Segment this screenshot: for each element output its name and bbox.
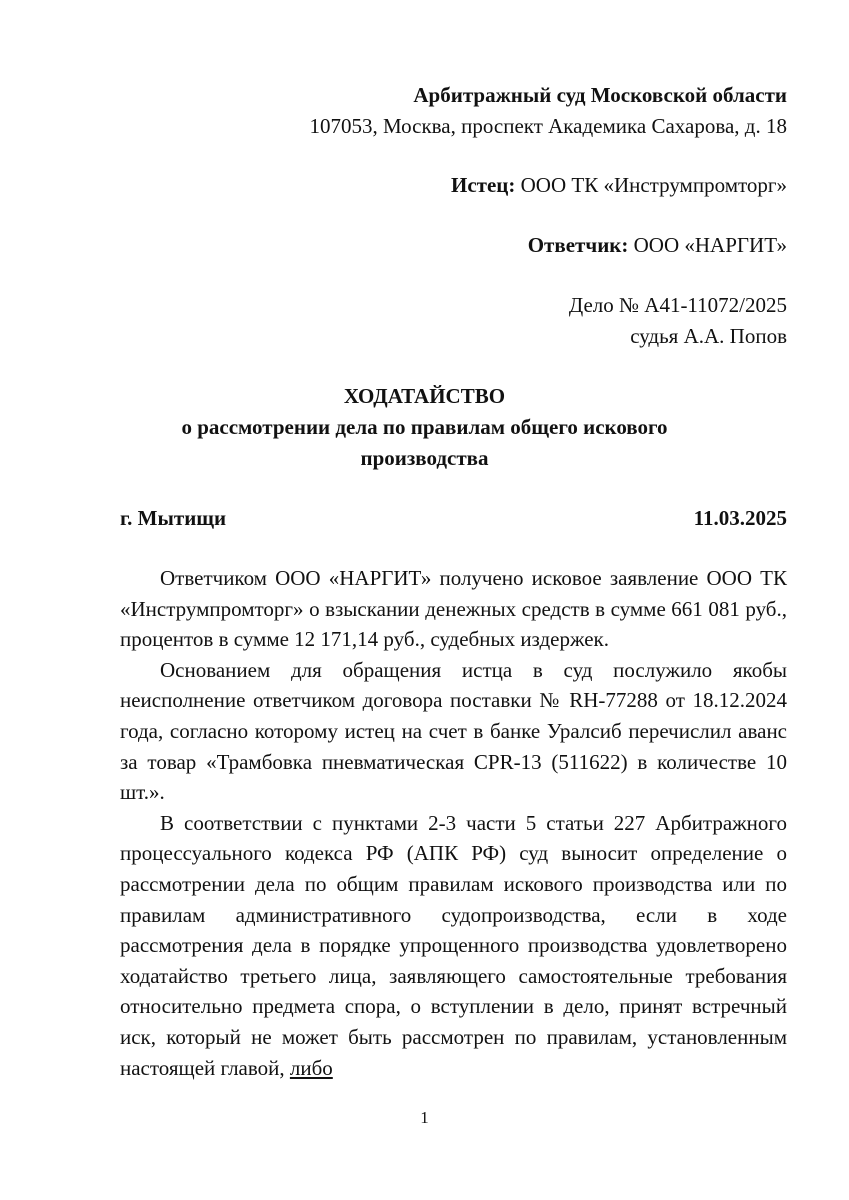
document-body [120,563,787,1083]
plaintiff-value: ООО ТК «Инструмпромторг» [520,173,787,197]
page-number: 1 [420,1108,429,1127]
title-line1: о рассмотрении дела по правилам общего искового [181,415,668,439]
defendant-label: Ответчик: [527,233,629,257]
defendant-line [528,230,787,261]
place: г. Мытищи [120,506,227,530]
paragraph-3-underlined: либо [289,1055,333,1080]
title-main: ХОДАТАЙСТВО [343,384,506,408]
paragraph-1: Ответчиком ООО «НАРГИТ» получено исковое заявление ООО ТК «Инструмпромторг» о взыскании денежных средств в сумме 661 081 руб., процентов в сумме 12 171,14 руб., судебных издержек. [120,566,787,652]
paragraph-2: Основанием для обращения истца в суд послужило якобы неисполнение ответчиком договора поставки № RH-77288 от 18.12.2024 года, согласно которому истец на счет в банке Уралсиб перечислил аванс за товар «Трамбовка пневматическая CPR-13 (511622) в количестве 10 шт.». [120,657,787,805]
title-line2: производства [360,446,489,470]
court-address: 107053, Москва, проспект Академика Сахарова, д. 18 [309,114,787,138]
paragraph-3-text: В соответствии с пунктами 2-3 части 5 статьи 227 Арбитражного процессуального кодекса РФ (АПК РФ) суд выносит определение о рассмотрении дела по общим правилам искового производства или по правилам административного судопроизводства, если в ходе рассмотрения дела в порядке упрощенного производства удовлетворено ходатайство третьего лица, заявляющего самостоятельные требования относительно предмета спора, о вступлении в дело, принят встречный иск, который не может быть рассмотрен по правилам, установленным настоящей главой, [120,810,787,1080]
plaintiff-label: Истец: [450,173,516,197]
court-header [309,80,787,142]
document-title [0,381,849,474]
case-number: Дело № А41-11072/2025 [568,293,787,317]
paragraph-3 [120,808,787,1083]
place-date-row [120,503,787,534]
plaintiff-line [451,170,787,201]
court-name: Арбитражный суд Московской области [413,83,787,107]
case-judge: судья А.А. Попов [630,324,787,348]
date: 11.03.2025 [693,506,787,530]
case-info [569,290,787,352]
defendant-value: ООО «НАРГИТ» [633,233,787,257]
